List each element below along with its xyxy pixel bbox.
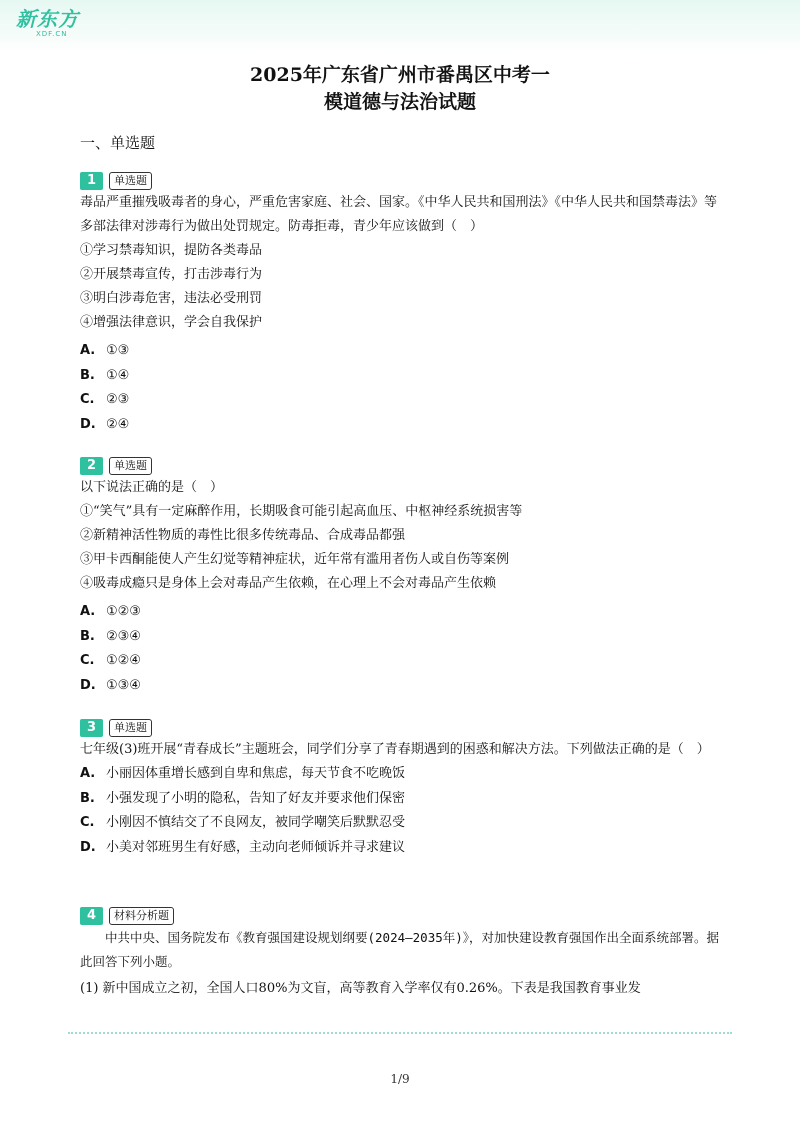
option-d[interactable]	[80, 413, 720, 438]
question-type-tag: 单选题	[109, 172, 152, 190]
option-text: 小美对邻班男生有好感，主动向老师倾诉并寻求建议	[106, 839, 406, 855]
question-number: 2	[80, 457, 103, 475]
option-a[interactable]	[80, 762, 720, 787]
question-header	[80, 906, 720, 926]
page-number: 1/9	[390, 1072, 410, 1086]
statement-item: ③甲卡西酮能使人产生幻觉等精神症状，近年常有滥用者伤人或自伤等案例	[80, 552, 510, 567]
question-stem: 以下说法正确的是（ ）	[80, 480, 224, 495]
sub-question-1: (1) 新中国成立之初，全国人口80%为文盲，高等教育入学率仅有0.26%。下表是我国教育事业发	[80, 981, 641, 996]
question-type-tag: 单选题	[109, 457, 152, 475]
option-label: D.	[80, 416, 96, 432]
option-label: C.	[80, 392, 95, 407]
question-number: 3	[80, 719, 103, 737]
option-text: ①②③	[106, 604, 141, 619]
page-divider	[68, 1032, 732, 1034]
option-a[interactable]	[80, 600, 720, 625]
question-header	[80, 171, 720, 191]
option-text: ②④	[106, 416, 130, 432]
question-header	[80, 718, 720, 738]
question-1	[80, 171, 720, 437]
statement-item: ③明白涉毒危害，违法必受刑罚	[80, 291, 263, 306]
option-label: C.	[80, 815, 95, 830]
option-text: ①④	[106, 367, 130, 383]
statement-item: ①“笑气”具有一定麻醉作用，长期吸食可能引起高血压、中枢神经系统损害等	[80, 504, 523, 519]
question-number: 1	[80, 172, 103, 190]
option-text: ①③	[106, 343, 130, 358]
option-c[interactable]	[80, 388, 720, 413]
option-d[interactable]	[80, 836, 720, 861]
header-band	[0, 0, 800, 52]
statement-item: ④增强法律意识，学会自我保护	[80, 315, 263, 330]
question-3	[80, 718, 720, 860]
option-label: D.	[80, 839, 96, 855]
logo-subtext: XDF.CN	[36, 30, 68, 38]
option-c[interactable]	[80, 649, 720, 674]
option-text: ①②④	[106, 653, 141, 668]
question-type-tag: 材料分析题	[109, 907, 174, 925]
statement-item: ①学习禁毒知识，提防各类毒品	[80, 243, 263, 258]
option-label: C.	[80, 653, 95, 668]
option-b[interactable]	[80, 364, 720, 389]
option-label: A.	[80, 604, 96, 619]
question-4	[80, 906, 720, 1001]
material-text: 中共中央、国务院发布《教育强国建设规划纲要(2024—2035年)》，对加快建设教育强国作出全面系统部署。据此回答下列小题。	[80, 930, 720, 969]
option-text: 小强发现了小明的隐私，告知了好友并要求他们保密	[106, 790, 406, 806]
option-text: 小刚因不慎结交了不良网友，被同学嘲笑后默默忍受	[106, 815, 406, 830]
option-c[interactable]	[80, 811, 720, 836]
statement-item: ④吸毒成瘾只是身体上会对毒品产生依赖，在心理上不会对毒品产生依赖	[80, 576, 497, 591]
statement-item: ②新精神活性物质的毒性比很多传统毒品、合成毒品都强	[80, 528, 406, 543]
question-stem: 七年级(3)班开展“青春成长”主题班会，同学们分享了青春期遇到的困惑和解决方法。下列做法正确的是（ ）	[80, 742, 710, 757]
option-text: ①③④	[106, 677, 141, 693]
section-heading: 一、单选题	[80, 134, 156, 152]
option-label: A.	[80, 343, 96, 358]
question-number: 4	[80, 907, 103, 925]
option-d[interactable]	[80, 674, 720, 699]
option-text: ②③	[106, 392, 130, 407]
statement-item: ②开展禁毒宣传，打击涉毒行为	[80, 267, 263, 282]
title-line-2: 模道德与法治试题	[323, 91, 476, 113]
option-label: A.	[80, 766, 96, 781]
option-text: ②③④	[106, 628, 141, 644]
xdf-logo	[16, 8, 86, 42]
option-label: B.	[80, 367, 95, 383]
question-type-tag: 单选题	[109, 719, 152, 737]
option-label: B.	[80, 628, 95, 644]
title-line-1: 2025年广东省广州市番禺区中考一	[250, 64, 550, 86]
logo-text: 新东方	[16, 7, 79, 31]
option-label: D.	[80, 677, 96, 693]
option-text: 小丽因体重增长感到自卑和焦虑，每天节食不吃晚饭	[106, 766, 406, 781]
option-a[interactable]	[80, 339, 720, 364]
option-b[interactable]	[80, 625, 720, 650]
question-2	[80, 456, 720, 698]
document-title	[0, 62, 800, 116]
question-header	[80, 456, 720, 476]
option-label: B.	[80, 790, 95, 806]
question-stem: 毒品严重摧残吸毒者的身心，严重危害家庭、社会、国家。《中华人民共和国刑法》《中华人民共和国禁毒法》等多部法律对涉毒行为做出处罚规定。防毒拒毒，青少年应该做到（ ）	[80, 195, 718, 234]
option-b[interactable]	[80, 787, 720, 812]
